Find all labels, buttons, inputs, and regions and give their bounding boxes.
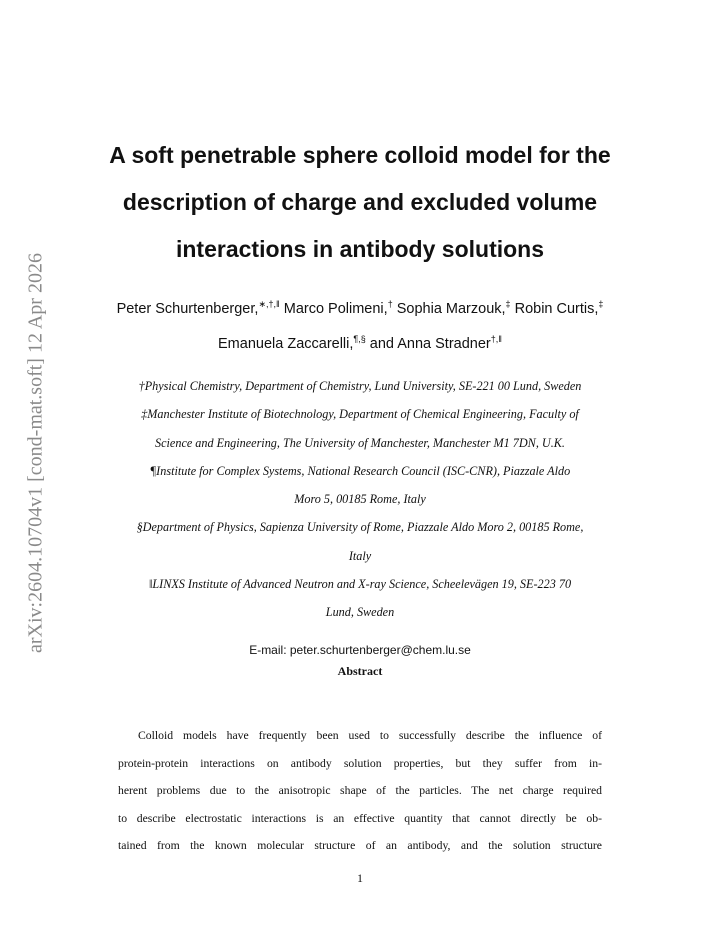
page-number: 1 bbox=[357, 871, 363, 885]
abstract-line: to describe electrostatic interactions is an effective quantity that cannot directly be ob- bbox=[118, 811, 602, 825]
author-name: Anna Stradner bbox=[397, 336, 491, 352]
title-line: interactions in antibody solutions bbox=[175, 236, 545, 262]
affiliation-line: §Department of Physics, Sapienza University of Rome, Piazzale Aldo Moro 2, 00185 Rome, bbox=[136, 520, 584, 535]
author-affiliation-marks: ∗,†,‖ bbox=[258, 299, 280, 309]
author-affiliation-marks: †,‖ bbox=[490, 334, 502, 344]
author-list bbox=[70, 292, 650, 362]
affiliation-line: ¶Institute for Complex Systems, National Research Council (ISC-CNR), Piazzale Aldo bbox=[149, 463, 571, 478]
affiliations bbox=[80, 372, 640, 627]
affiliation-line: Lund, Sweden bbox=[325, 605, 395, 620]
abstract-line: tained from the known molecular structure of an antibody, and the solution structure bbox=[118, 839, 602, 852]
affiliation-line: ‖LINXS Institute of Advanced Neutron and X-ray Science, Scheelevägen 19, SE-223 70 bbox=[148, 577, 572, 592]
affiliation-line: †Physical Chemistry, Department of Chemistry, Lund University, SE-221 00 Lund, Sweden bbox=[138, 379, 582, 393]
affiliation-line: ‡Manchester Institute of Biotechnology, Department of Chemical Engineering, Faculty of bbox=[141, 407, 579, 422]
author-line bbox=[70, 327, 650, 362]
author-affiliation-marks: ‡ bbox=[505, 299, 511, 309]
abstract-body bbox=[118, 722, 602, 860]
affiliation-line: Italy bbox=[348, 548, 372, 563]
title-line: description of charge and excluded volume bbox=[122, 189, 598, 215]
author-line bbox=[70, 292, 650, 327]
author-name: Sophia Marzouk, bbox=[396, 301, 506, 317]
abstract-heading: Abstract bbox=[337, 664, 383, 678]
author-name: Emanuela Zaccarelli, bbox=[218, 336, 354, 352]
title-line: A soft penetrable sphere colloid model for the bbox=[109, 142, 611, 168]
abstract-line: Colloid models have frequently been used to successfully describe the influence of bbox=[138, 729, 602, 742]
affiliation-line: Moro 5, 00185 Rome, Italy bbox=[294, 492, 426, 507]
affiliation-line: Science and Engineering, The University of Manchester, Manchester M1 7DN, U.K. bbox=[155, 435, 565, 450]
author-affiliation-marks: ‡ bbox=[598, 299, 604, 309]
abstract-line: protein-protein interactions on antibody solution properties, but they suffer from in- bbox=[118, 756, 602, 770]
author-name: Robin Curtis, bbox=[514, 301, 599, 317]
author-affiliation-marks: † bbox=[387, 299, 393, 309]
author-name: Peter Schurtenberger, bbox=[116, 301, 259, 317]
author-conjunction: and bbox=[369, 336, 394, 352]
author-name: Marco Polimeni, bbox=[283, 301, 388, 317]
author-affiliation-marks: ¶,§ bbox=[353, 334, 366, 344]
abstract-line: herent problems due to the anisotropic shape of the particles. The net charge required bbox=[118, 784, 602, 797]
contact-email[interactable]: E-mail: peter.schurtenberger@chem.lu.se bbox=[249, 643, 471, 657]
paper-title bbox=[80, 132, 640, 273]
arxiv-identifier: arXiv:2604.10704v1 [cond-mat.soft] 12 Apr 2026 bbox=[24, 253, 47, 653]
